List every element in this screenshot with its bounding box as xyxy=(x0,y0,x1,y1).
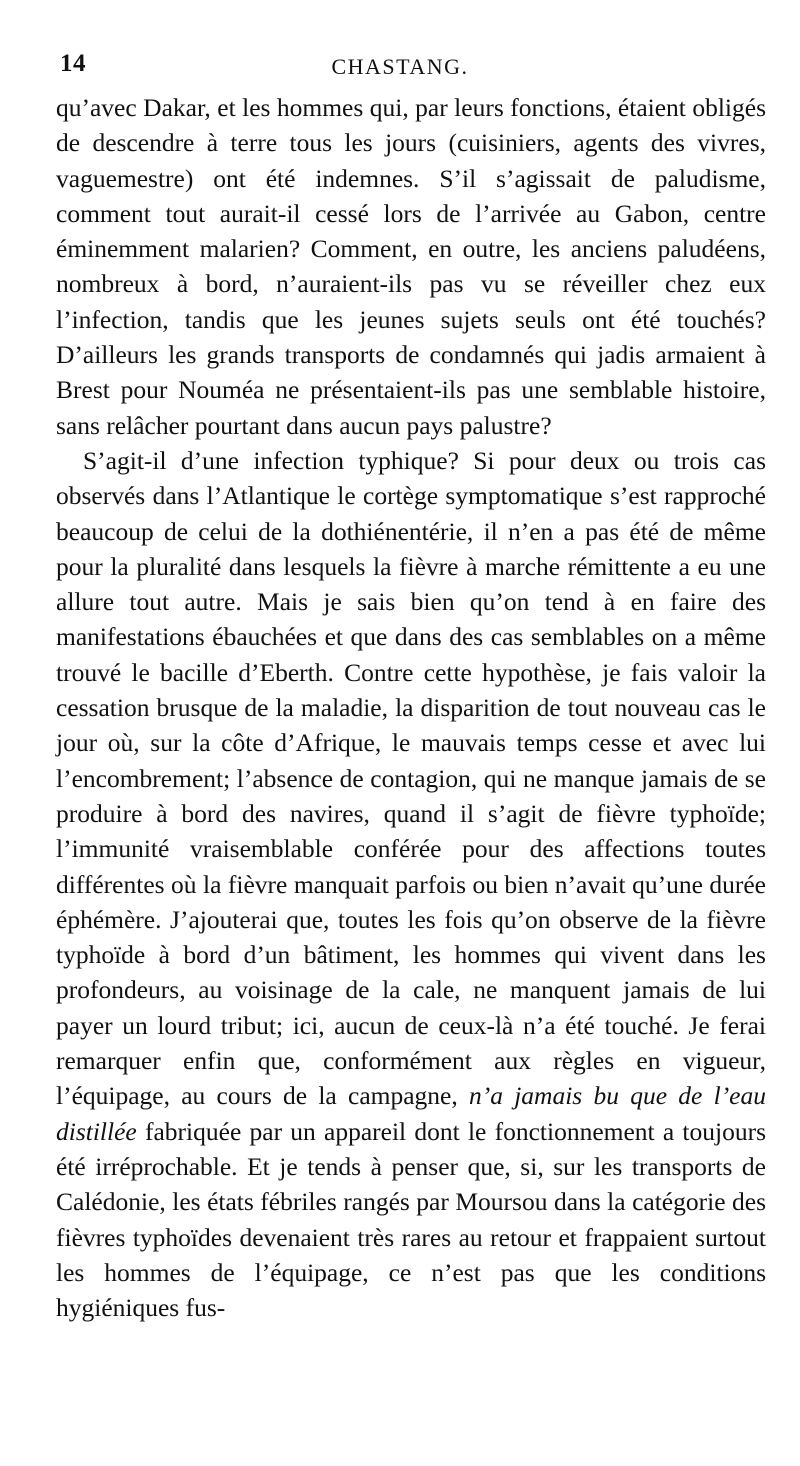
text-body xyxy=(56,90,766,1325)
running-title: CHASTANG. xyxy=(331,54,469,79)
paragraph-2 xyxy=(56,443,766,1325)
paragraph-1: qu’avec Dakar, et les hommes qui, par leurs fonctions, étaient obligés de descendre à terre tous les jours (cuisiniers, agents des vivres, vaguemestre) ont été indemnes. S’il s’agissait de paludisme, comment tout aurait-il cessé lors de l’arrivée au Gabon, centre éminemment malarien? Comment, en outre, les anciens paludéens, nombreux à bord, n’auraient-ils pas vu se réveiller chez eux l’infection, tandis que les jeunes sujets seuls ont été touchés? D’ailleurs les grands transports de condamnés qui jadis armaient à Brest pour Nouméa ne présentaient-ils pas une semblable histoire, sans relâcher pourtant dans aucun pays palustre? xyxy=(56,93,766,440)
page-number: 14 xyxy=(60,50,86,77)
page-header xyxy=(60,50,740,90)
paragraph-2-text-a: S’agit-il d’une infection typhique? Si pour deux ou trois cas observés dans l’Atlantique le cortège symptomatique s’est rapproché beaucoup de celui de la dothiénentérie, il n’en a pas été de même pour la pluralité dans lesquels la fièvre à marche rémittente a eu une allure tout autre. Mais je sais bien qu’on tend à en faire des manifestations ébauchées et que dans des cas semblables on a même trouvé le bacille d’Eberth. Contre cette hypothèse, je fais valoir la cessation brusque de la maladie, la disparition de tout nouveau cas le jour où, sur la côte d’Afrique, le mauvais temps cesse et avec lui l’encombrement; l’absence de contagion, qui ne manque jamais de se produire à bord des navires, quand il s’agit de fièvre typhoïde; l’immunité vraisemblable conférée pour des affections toutes différentes où la fièvre manquait parfois ou bien n’avait qu’une durée éphémère. J’ajouterai que, toutes les fois qu’on observe de la fièvre typhoïde à bord d’un bâtiment, les hommes qui vivent dans les profondeurs, au voisinage de la cale, ne manquent jamais de lui payer un lourd tribut; ici, aucun de ceux-là n’a été touché. Je ferai remarquer enfin que, conformément aux règles en vigueur, l’équipage, au cours de la campagne, xyxy=(56,445,766,1111)
italic-phrase: n’a jamais bu que de l’eau distillée xyxy=(56,1081,767,1146)
paragraph-2-text-b: fabriquée par un appareil dont le fonctionnement a toujours été irréprochable. Et je tends à penser que, si, sur les transports de Calédonie, les états fébriles rangés par Moursou dans la catégorie des fièvres typhoïdes devenaient très rares au retour et frappaient surtout les hommes de l’équipage, ce n’est pas que les conditions hygiéniques fus- xyxy=(56,1116,767,1323)
